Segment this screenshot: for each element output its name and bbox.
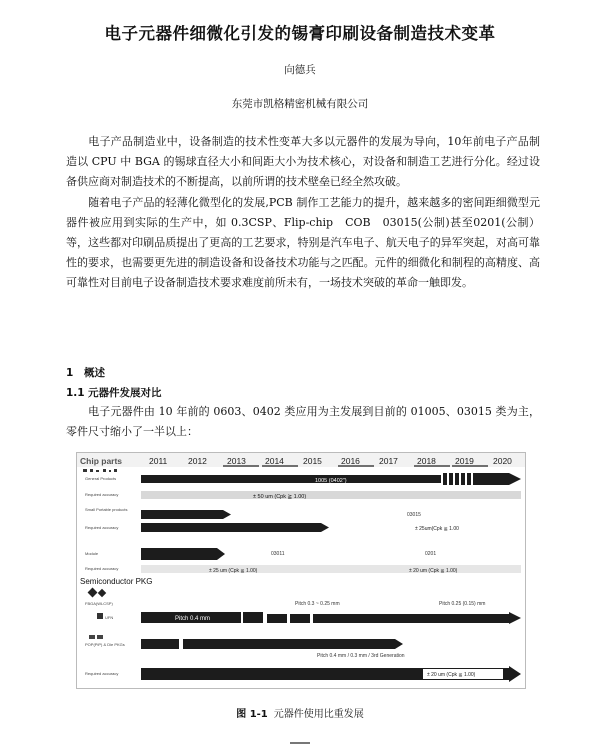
author-affiliation: 东莞市凯格精密机械有限公司	[231, 98, 369, 110]
section-title: 元器件发展对比	[88, 387, 162, 399]
bar-general-mark	[455, 473, 459, 485]
chip-parts-header: Chip parts	[80, 456, 123, 466]
year-label: 2012	[188, 456, 207, 466]
figure-component-roadmap	[76, 452, 526, 689]
year-label: 2020	[493, 456, 512, 466]
arrow-head	[509, 612, 521, 624]
bar-general-mark	[443, 473, 447, 485]
section-number: 1.1	[66, 387, 85, 399]
arrow-head	[321, 523, 329, 532]
package-icon	[88, 588, 98, 598]
section-heading-1	[66, 365, 105, 380]
semiconductor-header: Semiconductor PKG	[80, 577, 153, 586]
row-label-req3: Required accuracy	[85, 566, 119, 571]
year-label: 2017	[379, 456, 398, 466]
annotation-03015: 03015	[407, 512, 421, 518]
bar-req2	[141, 523, 321, 532]
row-label-ufn: UFN	[105, 615, 114, 620]
row-label-module: Module	[85, 551, 99, 556]
row-label-req1: Required accuracy	[85, 492, 119, 497]
annotation-acc25b: ± 25um(Cpk ≧ 1.00	[415, 526, 459, 532]
paragraph-text: 电子元器件由 10 年前的 0603、0402 类应用为主发展到目前的 01005、03015 类为主，零件尺寸缩小了一半以上：	[66, 405, 540, 438]
chip-icon	[109, 470, 111, 472]
year-label: 2016	[341, 456, 360, 466]
annotation-pitch-gen: Pitch 0.4 mm / 0.3 mm / 3rd Generation	[317, 653, 405, 659]
bar-module	[141, 548, 217, 560]
bar-small	[141, 510, 223, 519]
chip-icon	[114, 469, 117, 472]
paper-title: 电子元器件细微化引发的锡膏印刷设备制造技术变革	[104, 24, 496, 43]
bar-general-mark	[461, 473, 465, 485]
row-label-small: Small Portable products	[85, 507, 128, 512]
bar-ufn-end	[313, 614, 509, 623]
paragraph-text: 随着电子产品的轻薄化微型化的发展,PCB 制作工艺能力的提升，越来越多的密间距细微型元器件被应用到实际的生产中，如 0.3CSP、Flip-chip COB 03015(公制)甚至0201(公制）等，这些都对印刷品质提出了更高的工艺要求，特别是汽车电子、航天电子的异军突起，对高可靠性的要求，也需要更先进的制造设备和设备技术功能与之匹配。元件的细微化和制程的高精度、高可靠性对目前电子设备制造技术要求难度前所未有，一场技术突破的革命一触即发。	[66, 196, 540, 289]
bar-ufn-seg	[243, 612, 263, 623]
chip-icon	[90, 469, 93, 472]
year-label: 2015	[303, 456, 322, 466]
caption-number: 图 1-1	[236, 709, 268, 720]
arrow-head	[217, 548, 225, 560]
package-icon	[98, 589, 106, 597]
paragraph-intro	[66, 132, 540, 192]
year-label: 2013	[227, 456, 246, 466]
year-label: 2011	[149, 456, 168, 466]
year-label: 2018	[417, 456, 436, 466]
figure-caption	[0, 705, 600, 720]
row-label-fbga: FBGA(WLCSP)	[85, 601, 113, 606]
row-label-pop: POP(PiP) & Die PKGs	[85, 642, 125, 647]
annotation-0201: 0201	[425, 551, 437, 557]
paragraph-components	[66, 402, 540, 442]
paragraph-text: 电子产品制造业中，设备制造的技术性变革大多以元器件的发展为导向，10年前电子产品制造以 CPU 中 BGA 的锡球直径大小和间距大小为技术核心，对设备和制造工艺进行分化。经过设备供应商对制造技术的不断提高，以前所谓的技术壁垒已经全然攻破。	[66, 135, 540, 188]
row-label-req2: Required accuracy	[85, 525, 119, 530]
annotation-acc20: ± 20 um (Cpk ≧ 1.00)	[409, 568, 458, 574]
bar-ufn-seg	[290, 614, 310, 623]
bar-general-mark	[449, 473, 453, 485]
bar-general-end	[473, 473, 509, 485]
arrow-head	[509, 666, 521, 682]
section-number: 1	[66, 367, 74, 379]
annotation-pitch04: Pitch 0.4 mm	[175, 616, 211, 622]
annotation-pitch025: Pitch 0.25 (0.15) mm	[439, 601, 486, 607]
chip-icon	[96, 470, 99, 472]
page-footer-mark	[290, 742, 310, 744]
bar-ufn-seg	[267, 614, 287, 623]
bar-general	[141, 475, 441, 483]
annotation-acc20b: ± 20 um (Cpk ≧ 1.00)	[427, 672, 476, 678]
paragraph-trend	[66, 193, 540, 293]
bar-general-mark	[467, 473, 471, 485]
annotation-acc25: ± 25 um (Cpk ≧ 1.00)	[209, 568, 258, 574]
year-label: 2014	[265, 456, 284, 466]
author-name: 向德兵	[284, 64, 316, 76]
year-label: 2019	[455, 456, 474, 466]
row-label-general: General Products	[85, 476, 117, 481]
arrow-head	[509, 473, 521, 485]
bar-req1	[141, 491, 521, 499]
arrow-head	[223, 510, 231, 519]
bar-req3	[141, 565, 521, 573]
caption-text: 元器件使用比重发展	[273, 709, 364, 720]
package-icon	[97, 635, 103, 639]
package-icon	[97, 613, 103, 619]
annotation-03011: 03011	[271, 551, 285, 557]
annotation-pitch03: Pitch 0.3 ~ 0.25 mm	[295, 601, 340, 607]
row-label-req4: Required accuracy	[85, 671, 119, 676]
section-heading-1-1	[66, 385, 162, 400]
annotation-acc50: ± 50 um (Cpk ≧ 1.00)	[253, 494, 307, 500]
chip-icon	[103, 469, 106, 472]
roadmap-chart	[77, 453, 526, 689]
section-title: 概述	[84, 367, 105, 379]
annotation-1005: 1005 (0402")	[315, 478, 347, 484]
bar-pop	[183, 639, 395, 649]
bar-pop-seg	[141, 639, 179, 649]
chip-icon	[83, 469, 87, 472]
arrow-head	[395, 639, 403, 649]
package-icon	[89, 635, 95, 639]
